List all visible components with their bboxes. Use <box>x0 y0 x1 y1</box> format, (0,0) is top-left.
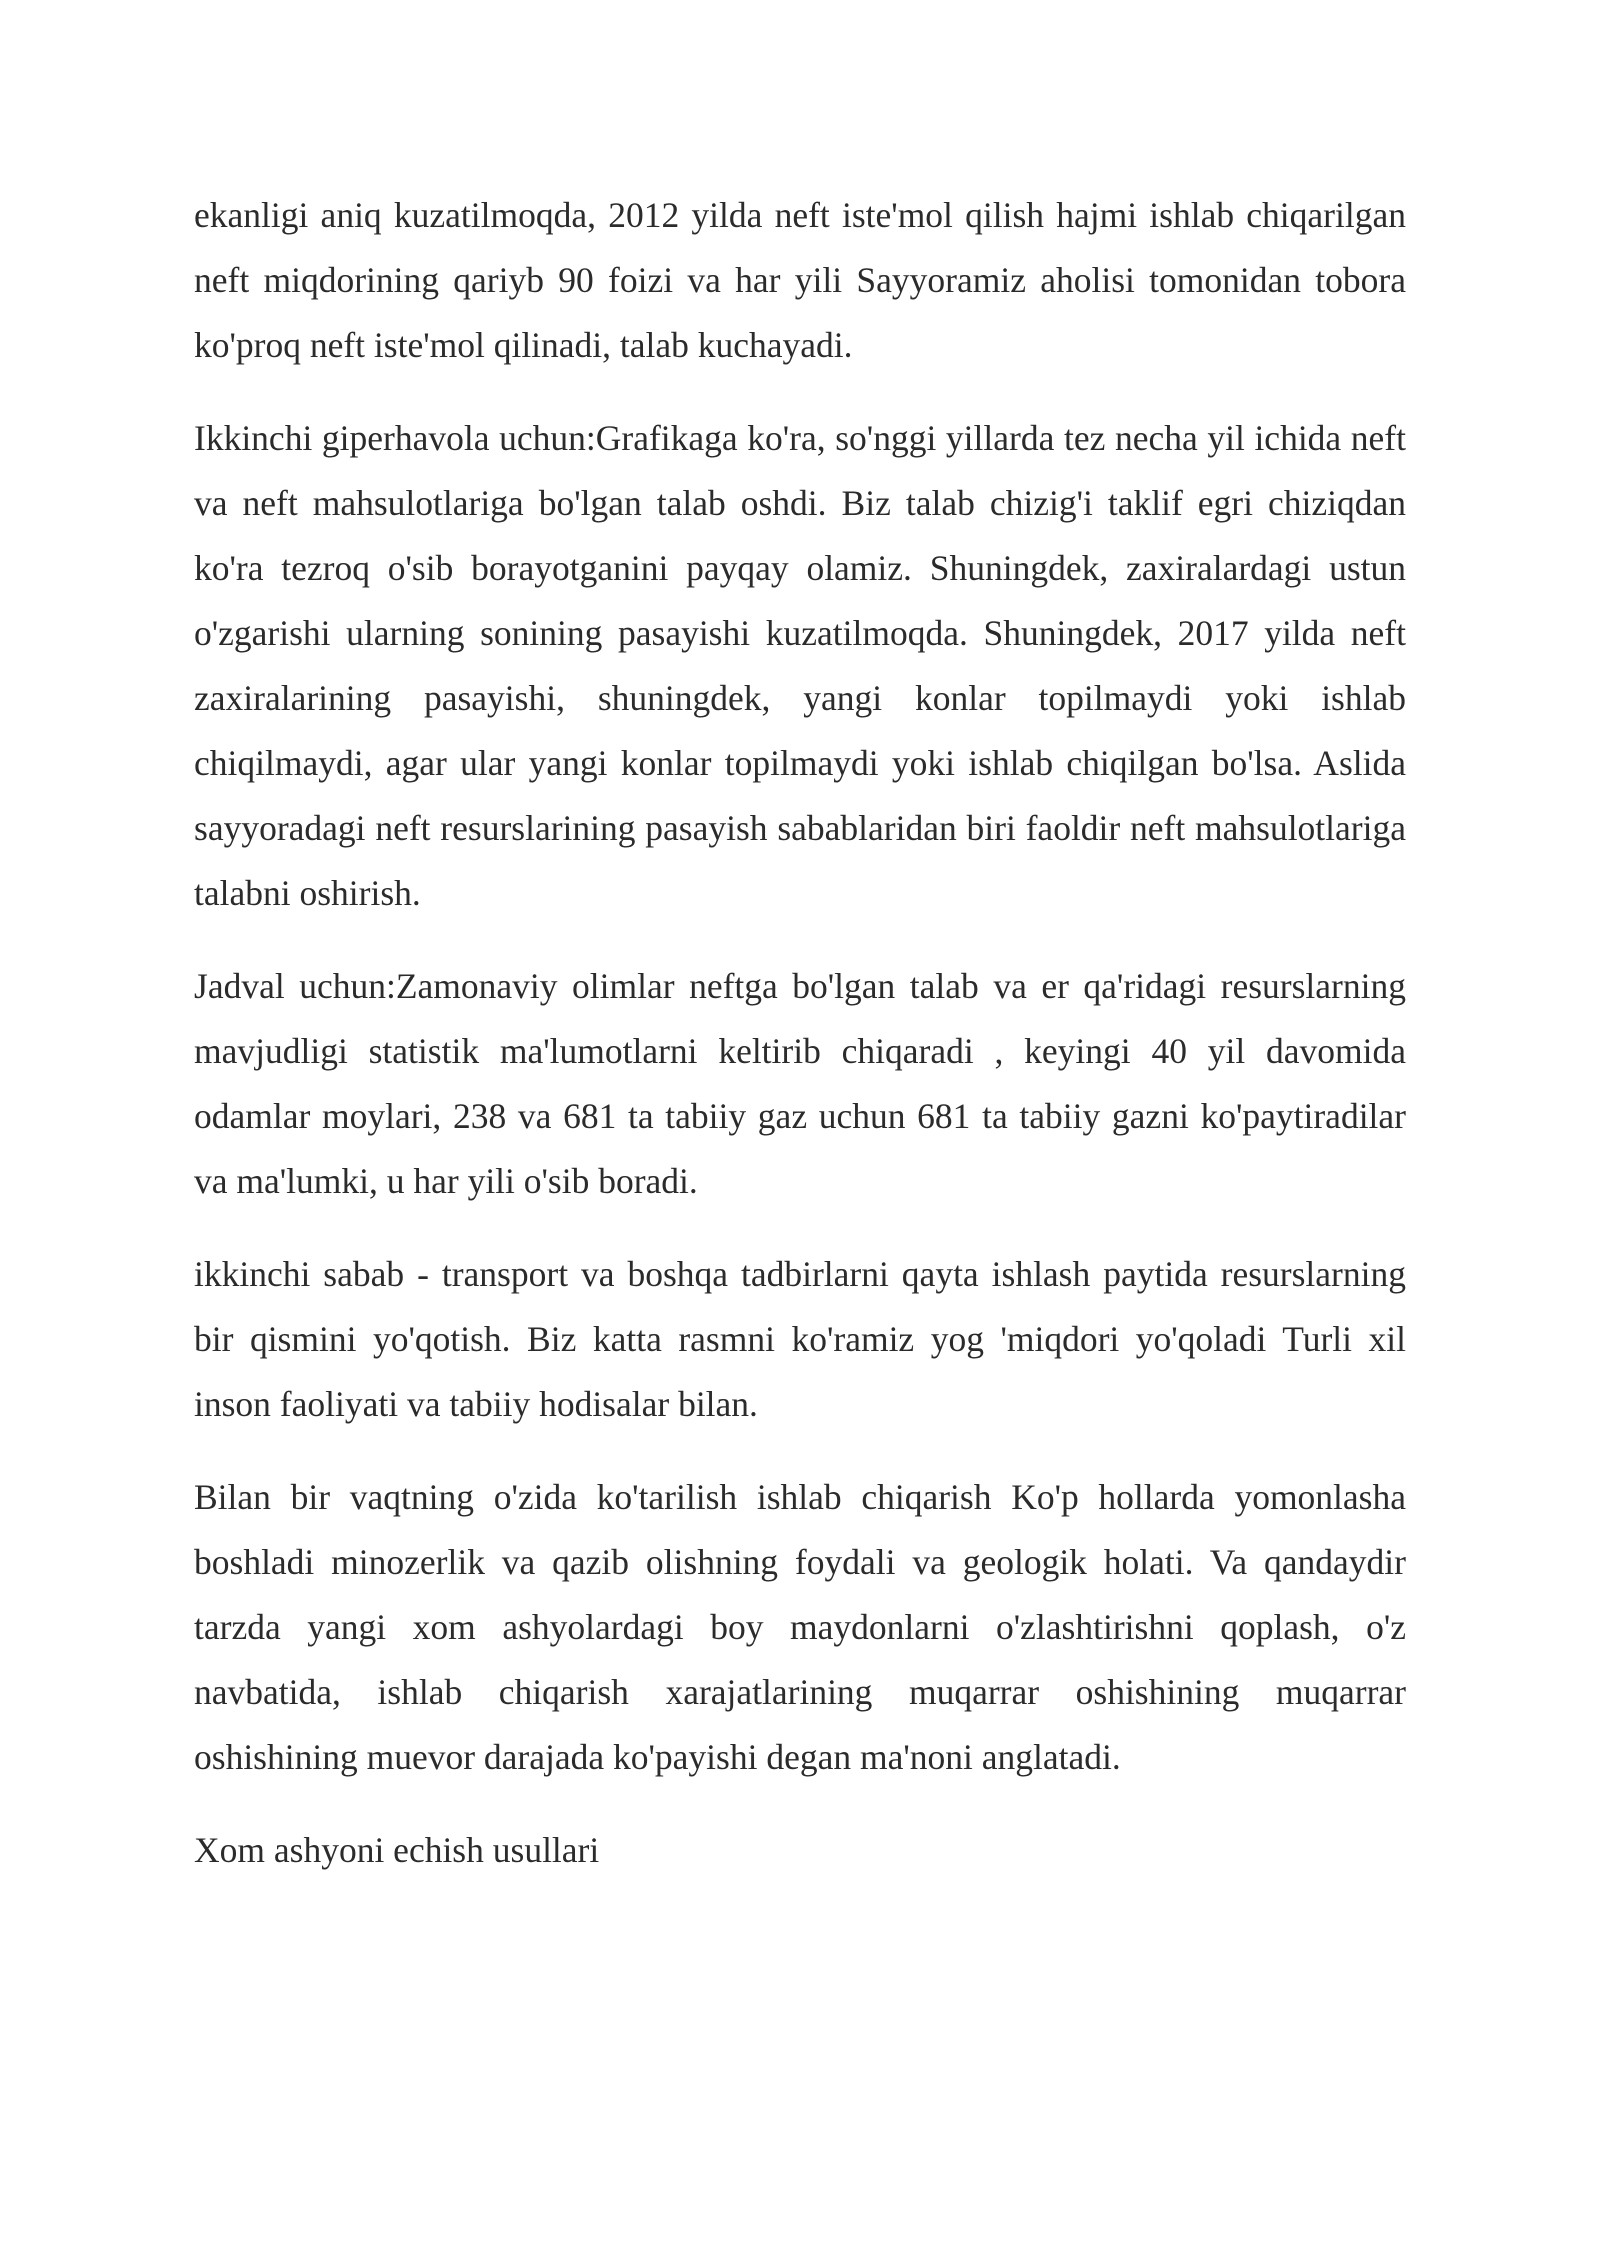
paragraph-table: Jadval uchun:Zamonaviy olimlar neftga bo'lgan talab va er qa'ridagi resurslarning mavjudligi statistik ma'lumotlarni keltirib chiqaradi , keyingi 40 yil davomida odamlar moylari, 238 va 681 ta tabiiy gaz uchun 681 ta tabiiy gazni ko'paytiradilar va ma'lumki, u har yili o'sib boradi. <box>194 966 1406 1201</box>
paragraph-second-hyperlink: Ikkinchi giperhavola uchun:Grafikaga ko'ra, so'nggi yillarda tez necha yil ichida neft va neft mahsulotlariga bo'lgan talab oshdi. Biz talab chizig'i taklif egri chiziqdan ko'ra tezroq o'sib borayotganini payqay olamiz. Shuningdek, zaxiralardagi ustun o'zgarishi ularning sonining pasayishi kuzatilmoqda. Shuningdek, 2017 yilda neft zaxiralarining pasayishi, shuningdek, yangi konlar topilmaydi yoki ishlab chiqilmaydi, agar ular yangi konlar topilmaydi yoki ishlab chiqilgan bo'lsa. Aslida sayyoradagi neft resurslarining pasayish sabablaridan biri faoldir neft mahsulotlariga talabni oshirish. <box>194 418 1406 913</box>
document-body <box>194 183 1406 1911</box>
paragraph-oil-consumption: ekanligi aniq kuzatilmoqda, 2012 yilda neft iste'mol qilish hajmi ishlab chiqarilgan neft miqdorining qariyb 90 foizi va har yili Sayyoramiz aholisi tomonidan tobora ko'proq neft iste'mol qilinadi, talab kuchayadi. <box>194 195 1406 365</box>
paragraph-second-reason: ikkinchi sabab - transport va boshqa tadbirlarni qayta ishlash paytida resurslarning bir qismini yo'qotish. Biz katta rasmni ko'ramiz yog 'miqdori yo'qoladi Turli xil inson faoliyati va tabiiy hodisalar bilan. <box>194 1254 1406 1424</box>
paragraph-production-growth: Bilan bir vaqtning o'zida ko'tarilish ishlab chiqarish Ko'p hollarda yomonlasha boshladi minozerlik va qazib olishning foydali va geologik holati. Va qandaydir tarzda yangi xom ashyolardagi boy maydonlarni o'zlashtirishni qoplash, o'z navbatida, ishlab chiqarish xarajatlarining muqarrar oshishining muqarrar oshishining muevor darajada ko'payishi degan ma'noni anglatadi. <box>194 1477 1406 1777</box>
section-heading-extraction-methods: Xom ashyoni echish usullari <box>194 1830 600 1870</box>
